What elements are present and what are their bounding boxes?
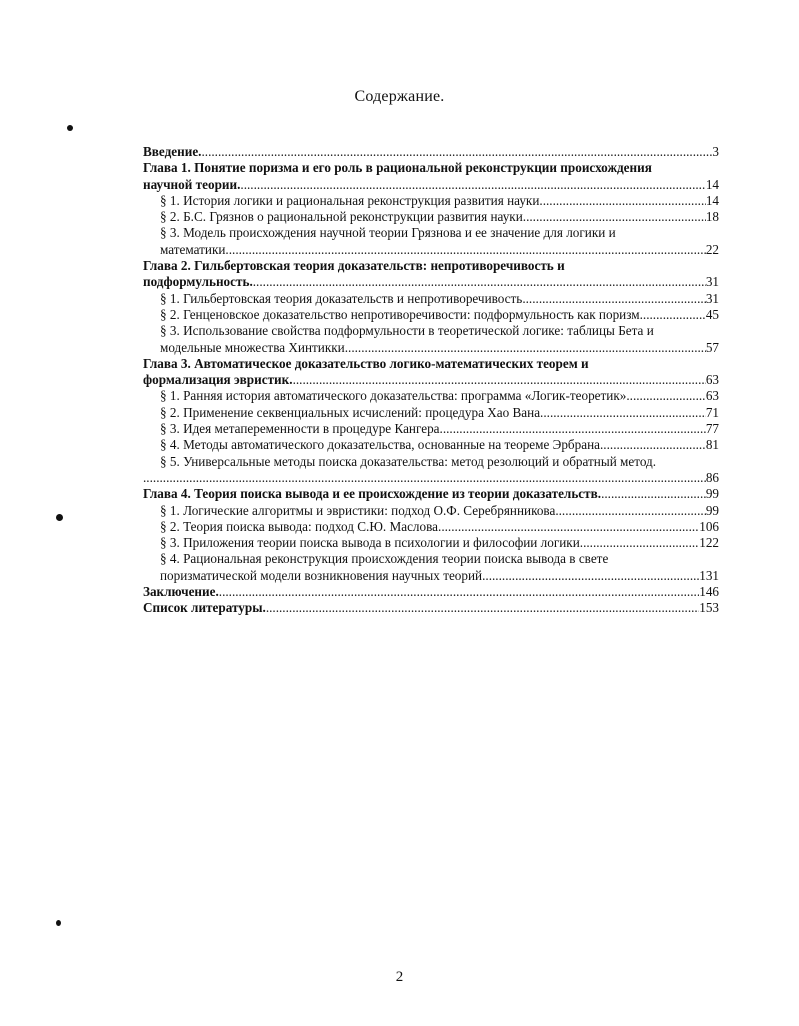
toc-section-entry: [143, 209, 719, 225]
toc-entry-text: § 2. Теория поиска вывода: подход С.Ю. Маслова.: [160, 518, 442, 534]
dot-leader: [543, 193, 706, 209]
toc-leader-line: [160, 405, 719, 421]
toc-entry-text: научной теории.: [143, 176, 241, 192]
toc-page-number: 71: [705, 404, 719, 420]
toc-entry-text: § 2. Генценовское доказательство непротиворечивости: подформульность как поризм.: [160, 306, 643, 322]
toc-entry-text: § 1. История логики и рациональная реконструкция развития науки.: [160, 192, 543, 208]
toc-entry-text: формализация эвристик.: [143, 372, 293, 388]
toc-section-entry: [143, 405, 719, 421]
toc-entry-text: § 3. Идея метапеременности в процедуре Кангера.: [160, 421, 443, 437]
toc-entry-text: § 3. Модель происхождения научной теории Грязнова и ее значение для логики и: [160, 225, 616, 241]
toc-page-number: 3: [712, 144, 719, 159]
dot-leader: [630, 388, 706, 404]
toc-page-number: 146: [699, 584, 719, 600]
toc-section-entry: [143, 454, 719, 487]
toc-leader-line: [160, 242, 719, 258]
dot-leader: [240, 177, 705, 193]
toc-entry-text: § 4. Методы автоматического доказательства, основанные на теореме Эрбрана.: [160, 437, 604, 453]
toc-chapter-entry: [143, 258, 719, 291]
toc-entry-text: Глава 4. Теория поиска вывода и ее происхождение из теории доказательств.: [143, 486, 602, 502]
toc-page-number: 81: [705, 437, 719, 453]
dot-leader: [526, 291, 706, 307]
page-number: 2: [395, 969, 404, 985]
toc-leader-line: [143, 486, 719, 502]
toc-page-number: 99: [705, 486, 719, 502]
scan-speck: [67, 125, 73, 131]
toc-page-number: 99: [705, 502, 719, 518]
dot-leader: [601, 486, 706, 502]
toc-page-number: 86: [705, 469, 719, 485]
toc-leader-line: [160, 437, 719, 453]
dot-leader: [253, 274, 706, 290]
dot-leader: [583, 535, 699, 551]
dot-leader: [603, 437, 706, 453]
toc-leader-line: [160, 519, 719, 535]
toc-page-number: 31: [705, 274, 719, 290]
toc-chapter-entry: [143, 584, 719, 600]
toc-leader-line: [143, 274, 719, 290]
page-title: Содержание.: [354, 88, 445, 105]
toc-entry-text: модельные множества Хинтикки.: [160, 339, 349, 355]
toc-section-entry: [143, 535, 719, 551]
toc-entry-text: Глава 2. Гильбертовская теория доказательств: непротиворечивость и: [143, 258, 565, 274]
toc-entry-text: § 3. Использование свойства подформульности в теоретической логике: таблицы Бета и: [160, 323, 654, 339]
toc-leader-line: [160, 209, 719, 225]
toc-page-number: 63: [705, 372, 719, 388]
dot-leader: [543, 405, 705, 421]
toc-entry-text: поризматической модели возникновения научных теорий.: [160, 567, 486, 583]
toc-page-number: 31: [705, 290, 719, 306]
toc-section-entry: [143, 323, 719, 356]
toc-chapter-entry: [143, 600, 719, 616]
toc-leader-line: [143, 144, 719, 160]
toc-entry-text: Глава 3. Автоматическое доказательство логико-математических теорем и: [143, 355, 589, 371]
dot-leader: [559, 503, 706, 519]
toc-entry-text: Заключение.: [143, 584, 219, 600]
dot-leader: [441, 519, 699, 535]
dot-leader: [485, 568, 699, 584]
dot-leader: [293, 372, 706, 388]
toc-section-entry: [143, 225, 719, 258]
toc-section-entry: [143, 307, 719, 323]
toc-section-entry: [143, 551, 719, 584]
toc-page-number: 77: [705, 421, 719, 437]
toc-page-number: 63: [705, 388, 719, 404]
table-of-contents: [143, 144, 719, 617]
toc-section-entry: [143, 519, 719, 535]
toc-section-entry: [143, 437, 719, 453]
toc-leader-line: [160, 503, 719, 519]
toc-chapter-entry: [143, 356, 719, 389]
toc-leader-line: [160, 388, 719, 404]
toc-entry-text: § 1. Гильбертовская теория доказательств и непротиворечивость.: [160, 290, 526, 306]
toc-leader-line: [160, 568, 719, 584]
toc-section-entry: [143, 503, 719, 519]
toc-section-entry: [143, 193, 719, 209]
toc-page-number: 57: [705, 339, 719, 355]
toc-page-number: 14: [705, 176, 719, 192]
toc-entry-text: § 5. Универсальные методы поиска доказательства: метод резолюций и обратный метод.: [160, 453, 657, 469]
toc-entry-text: Введение.: [143, 144, 202, 159]
dot-leader: [229, 242, 706, 258]
toc-entry-text: § 1. Ранняя история автоматического доказательства: программа «Логик-теоретик».: [160, 388, 630, 404]
toc-chapter-entry: [143, 486, 719, 502]
scan-speck: [56, 920, 61, 926]
toc-leader-line: [143, 600, 719, 616]
toc-entry-text: подформульность.: [143, 274, 253, 290]
toc-section-entry: [143, 291, 719, 307]
toc-chapter-entry: [143, 160, 719, 193]
dot-leader: [348, 340, 706, 356]
toc-entry-text: Список литературы.: [143, 600, 266, 616]
toc-leader-line: [143, 372, 719, 388]
toc-entry-text: § 1. Логические алгоритмы и эвристики: подход О.Ф. Серебрянникова.: [160, 502, 559, 518]
toc-leader-line: [160, 193, 719, 209]
toc-entry-text: математики.: [160, 241, 229, 257]
toc-leader-line: [143, 584, 719, 600]
toc-leader-line: [160, 340, 719, 356]
toc-page-number: 122: [699, 535, 719, 551]
dot-leader: [643, 307, 706, 323]
toc-leader-line: [143, 177, 719, 193]
dot-leader: [266, 600, 699, 616]
toc-page-number: 22: [705, 241, 719, 257]
toc-leader-line: [160, 307, 719, 323]
toc-entry-text: § 2. Б.С. Грязнов о рациональной реконструкции развития науки.: [160, 209, 527, 225]
toc-section-entry: [143, 421, 719, 437]
toc-section-entry: [143, 388, 719, 404]
toc-leader-line: [160, 421, 719, 437]
toc-entry-text: § 4. Рациональная реконструкция происхождения теории поиска вывода в свете: [160, 551, 609, 567]
dot-leader: [443, 421, 706, 437]
toc-entry-text: Глава 1. Понятие поризма и его роль в рациональной реконструкции происхождения: [143, 160, 652, 176]
toc-page-number: 18: [705, 209, 719, 225]
dot-leader: [201, 144, 712, 160]
toc-leader-line: [160, 535, 719, 551]
dot-leader: [526, 209, 706, 225]
toc-page-number: 153: [699, 600, 719, 616]
dot-leader: [143, 470, 706, 486]
scan-speck: [56, 514, 63, 521]
toc-leader-line: [160, 291, 719, 307]
toc-page-number: 131: [699, 567, 719, 583]
toc-entry-text: § 3. Приложения теории поиска вывода в психологии и философии логики.: [160, 535, 584, 551]
dot-leader: [219, 584, 699, 600]
toc-page-number: 45: [705, 306, 719, 322]
toc-entry-text: § 2. Применение секвенциальных исчислений: процедура Хао Вана.: [160, 404, 544, 420]
toc-leader-line: [143, 470, 719, 486]
toc-page-number: 14: [705, 192, 719, 208]
toc-chapter-entry: [143, 144, 719, 160]
toc-page-number: 106: [699, 518, 719, 534]
